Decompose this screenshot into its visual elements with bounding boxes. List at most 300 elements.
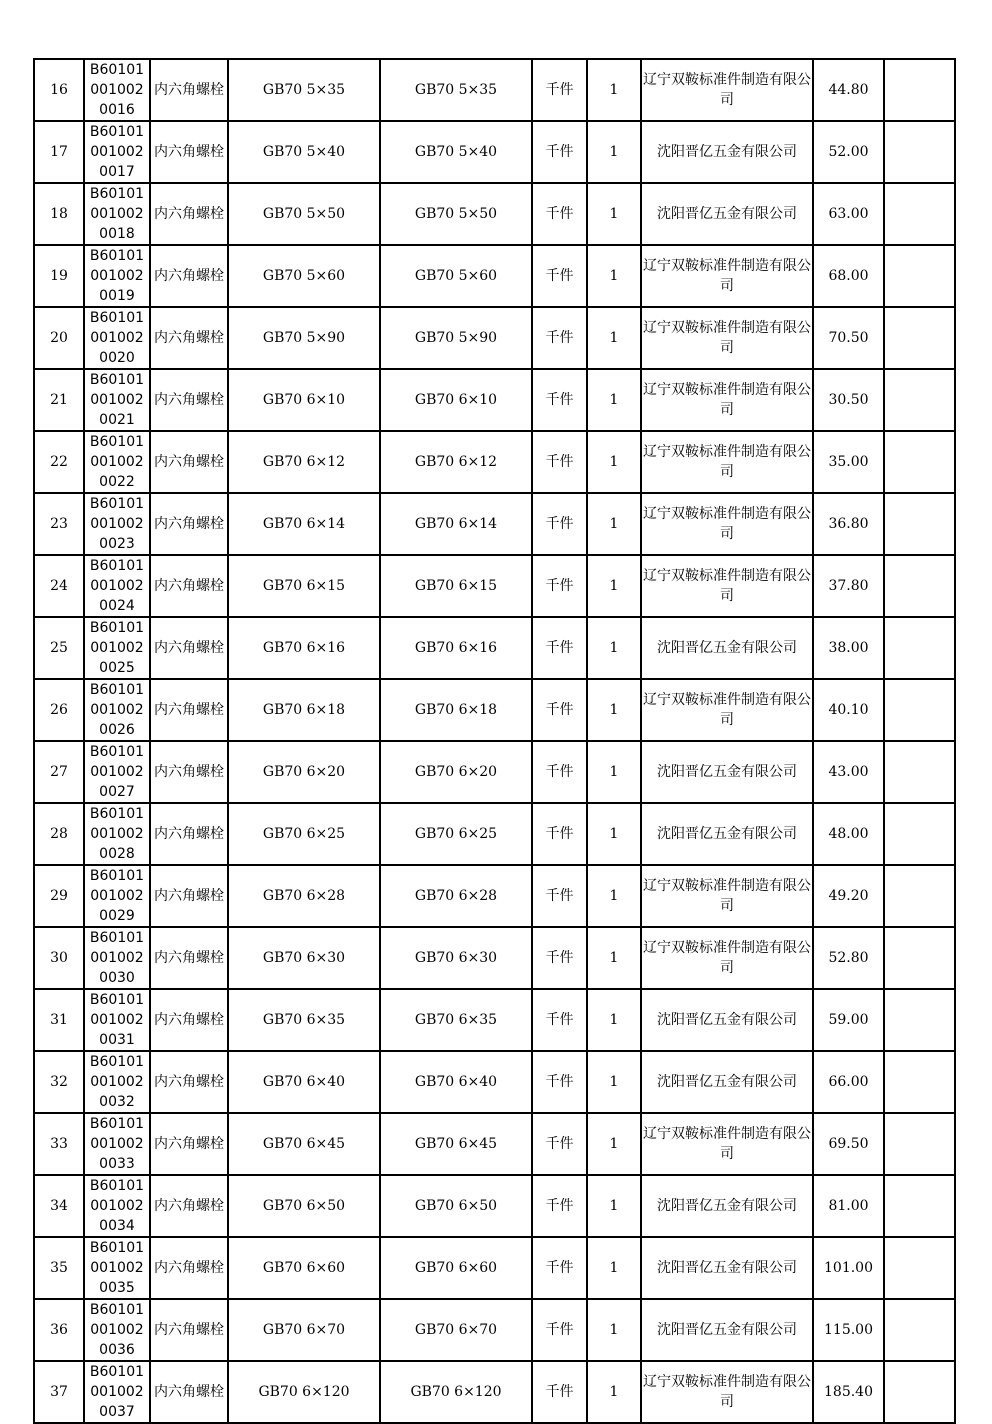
model: GB70 5×50 — [414, 206, 498, 222]
model: GB70 6×25 — [414, 826, 498, 842]
model-cell — [380, 1113, 532, 1175]
supplier: 辽宁双鞍标准件制造有限公司 — [643, 878, 811, 914]
table-row — [34, 121, 955, 183]
row-number-cell — [34, 431, 84, 493]
unit: 千件 — [545, 950, 574, 966]
table-row — [34, 617, 955, 679]
table-row — [34, 927, 955, 989]
unit-price: 48.00 — [828, 826, 869, 842]
unit-price-cell — [813, 1051, 884, 1113]
item-name: 内六角螺栓 — [154, 1074, 224, 1090]
unit-cell — [532, 183, 587, 245]
material-code: B601010010020030 — [89, 930, 145, 986]
quantity-cell — [587, 493, 641, 555]
material-code-cell — [84, 927, 150, 989]
model: GB70 5×60 — [414, 268, 498, 284]
specification-cell — [228, 431, 380, 493]
model-cell — [380, 59, 532, 121]
model: GB70 6×50 — [414, 1198, 498, 1214]
table-row — [34, 1051, 955, 1113]
specification: GB70 6×30 — [262, 950, 346, 966]
quantity-cell — [587, 1299, 641, 1361]
material-code-cell — [84, 1361, 150, 1423]
unit-price: 38.00 — [828, 640, 869, 656]
table-row — [34, 679, 955, 741]
supplier-cell — [641, 803, 813, 865]
quantity-cell — [587, 679, 641, 741]
row-number: 23 — [50, 516, 68, 532]
table-row — [34, 307, 955, 369]
unit-price-cell — [813, 121, 884, 183]
remark-cell — [884, 617, 955, 679]
unit-cell — [532, 121, 587, 183]
supplier-cell — [641, 617, 813, 679]
quantity-cell — [587, 555, 641, 617]
unit: 千件 — [545, 888, 574, 904]
unit-price-cell — [813, 989, 884, 1051]
item-name: 内六角螺栓 — [154, 1322, 224, 1338]
item-name-cell — [150, 431, 228, 493]
supplier: 沈阳晋亿五金有限公司 — [657, 826, 797, 842]
model-cell — [380, 1237, 532, 1299]
unit-price-cell — [813, 245, 884, 307]
unit-price: 101.00 — [824, 1260, 873, 1276]
quantity-cell — [587, 1361, 641, 1423]
material-code-cell — [84, 59, 150, 121]
row-number-cell — [34, 183, 84, 245]
material-code: B601010010020029 — [89, 868, 145, 924]
row-number: 18 — [50, 206, 68, 222]
row-number: 32 — [50, 1074, 68, 1090]
supplier: 辽宁双鞍标准件制造有限公司 — [643, 568, 811, 604]
remark-cell — [884, 927, 955, 989]
quantity-cell — [587, 1113, 641, 1175]
item-name-cell — [150, 803, 228, 865]
specification-cell — [228, 1113, 380, 1175]
specification: GB70 6×35 — [262, 1012, 346, 1028]
quantity: 1 — [609, 1074, 619, 1090]
supplier: 沈阳晋亿五金有限公司 — [657, 206, 797, 222]
quantity-cell — [587, 803, 641, 865]
quantity-cell — [587, 307, 641, 369]
row-number-cell — [34, 307, 84, 369]
material-code: B601010010020035 — [89, 1240, 145, 1296]
material-code-cell — [84, 1299, 150, 1361]
material-code: B601010010020026 — [89, 682, 145, 738]
quantity: 1 — [609, 702, 619, 718]
material-code-cell — [84, 679, 150, 741]
model-cell — [380, 617, 532, 679]
unit: 千件 — [545, 454, 574, 470]
quantity: 1 — [609, 1198, 619, 1214]
row-number: 34 — [50, 1198, 68, 1214]
specification-cell — [228, 741, 380, 803]
remark-cell — [884, 741, 955, 803]
remark-cell — [884, 1237, 955, 1299]
price-table — [33, 58, 956, 1424]
specification-cell — [228, 493, 380, 555]
quantity: 1 — [609, 578, 619, 594]
material-code: B601010010020034 — [89, 1178, 145, 1234]
item-name-cell — [150, 183, 228, 245]
row-number: 21 — [50, 392, 68, 408]
item-name-cell — [150, 555, 228, 617]
supplier-cell — [641, 555, 813, 617]
unit-price-cell — [813, 183, 884, 245]
supplier: 辽宁双鞍标准件制造有限公司 — [643, 320, 811, 356]
material-code-cell — [84, 183, 150, 245]
quantity: 1 — [609, 1384, 619, 1400]
row-number: 31 — [50, 1012, 68, 1028]
remark-cell — [884, 679, 955, 741]
remark-cell — [884, 431, 955, 493]
row-number-cell — [34, 369, 84, 431]
quantity: 1 — [609, 888, 619, 904]
quantity-cell — [587, 741, 641, 803]
specification: GB70 5×90 — [262, 330, 346, 346]
unit: 千件 — [545, 1260, 574, 1276]
model: GB70 6×12 — [414, 454, 498, 470]
specification: GB70 6×12 — [262, 454, 346, 470]
specification: GB70 6×70 — [262, 1322, 346, 1338]
item-name: 内六角螺栓 — [154, 950, 224, 966]
quantity-cell — [587, 369, 641, 431]
specification: GB70 6×20 — [262, 764, 346, 780]
supplier-cell — [641, 1237, 813, 1299]
row-number-cell — [34, 1299, 84, 1361]
model: GB70 6×70 — [414, 1322, 498, 1338]
unit-price: 35.00 — [828, 454, 869, 470]
supplier: 辽宁双鞍标准件制造有限公司 — [643, 1374, 811, 1410]
model-cell — [380, 245, 532, 307]
quantity: 1 — [609, 1136, 619, 1152]
row-number-cell — [34, 121, 84, 183]
model-cell — [380, 493, 532, 555]
unit-price: 185.40 — [824, 1384, 873, 1400]
supplier-cell — [641, 493, 813, 555]
quantity: 1 — [609, 950, 619, 966]
specification: GB70 6×25 — [262, 826, 346, 842]
row-number-cell — [34, 1361, 84, 1423]
row-number: 28 — [50, 826, 68, 842]
unit-cell — [532, 741, 587, 803]
unit: 千件 — [545, 826, 574, 842]
unit-price-cell — [813, 803, 884, 865]
material-code: B601010010020017 — [89, 124, 145, 180]
supplier-cell — [641, 927, 813, 989]
unit-cell — [532, 803, 587, 865]
supplier-cell — [641, 1361, 813, 1423]
item-name: 内六角螺栓 — [154, 640, 224, 656]
specification-cell — [228, 1361, 380, 1423]
supplier-cell — [641, 1051, 813, 1113]
unit: 千件 — [545, 764, 574, 780]
unit-price: 44.80 — [828, 82, 869, 98]
item-name: 内六角螺栓 — [154, 144, 224, 160]
supplier: 沈阳晋亿五金有限公司 — [657, 1198, 797, 1214]
item-name-cell — [150, 741, 228, 803]
material-code-cell — [84, 865, 150, 927]
material-code: B601010010020033 — [89, 1116, 145, 1172]
table-row — [34, 369, 955, 431]
unit-price-cell — [813, 1237, 884, 1299]
quantity: 1 — [609, 764, 619, 780]
price-sheet — [33, 58, 956, 1424]
item-name-cell — [150, 493, 228, 555]
remark-cell — [884, 1175, 955, 1237]
row-number: 26 — [50, 702, 68, 718]
model-cell — [380, 989, 532, 1051]
unit: 千件 — [545, 268, 574, 284]
table-row — [34, 183, 955, 245]
unit-price: 68.00 — [828, 268, 869, 284]
model-cell — [380, 1361, 532, 1423]
unit-price-cell — [813, 1175, 884, 1237]
item-name: 内六角螺栓 — [154, 1198, 224, 1214]
item-name-cell — [150, 1237, 228, 1299]
material-code-cell — [84, 307, 150, 369]
model: GB70 6×18 — [414, 702, 498, 718]
unit-cell — [532, 555, 587, 617]
row-number-cell — [34, 1175, 84, 1237]
model-cell — [380, 1175, 532, 1237]
item-name: 内六角螺栓 — [154, 454, 224, 470]
quantity: 1 — [609, 206, 619, 222]
supplier: 沈阳晋亿五金有限公司 — [657, 640, 797, 656]
specification-cell — [228, 803, 380, 865]
material-code: B601010010020027 — [89, 744, 145, 800]
table-row — [34, 1175, 955, 1237]
model: GB70 6×15 — [414, 578, 498, 594]
model: GB70 6×14 — [414, 516, 498, 532]
material-code: B601010010020031 — [89, 992, 145, 1048]
table-row — [34, 1237, 955, 1299]
unit-cell — [532, 493, 587, 555]
specification-cell — [228, 121, 380, 183]
row-number-cell — [34, 989, 84, 1051]
material-code-cell — [84, 121, 150, 183]
quantity: 1 — [609, 82, 619, 98]
material-code-cell — [84, 1051, 150, 1113]
quantity: 1 — [609, 1260, 619, 1276]
specification-cell — [228, 59, 380, 121]
quantity: 1 — [609, 392, 619, 408]
material-code: B601010010020020 — [89, 310, 145, 366]
unit-price: 69.50 — [828, 1136, 869, 1152]
specification: GB70 5×40 — [262, 144, 346, 160]
specification-cell — [228, 1175, 380, 1237]
unit: 千件 — [545, 392, 574, 408]
row-number-cell — [34, 493, 84, 555]
unit-price: 66.00 — [828, 1074, 869, 1090]
supplier: 辽宁双鞍标准件制造有限公司 — [643, 382, 811, 418]
unit-cell — [532, 1299, 587, 1361]
supplier: 辽宁双鞍标准件制造有限公司 — [643, 506, 811, 542]
unit-price-cell — [813, 865, 884, 927]
remark-cell — [884, 865, 955, 927]
model-cell — [380, 741, 532, 803]
unit: 千件 — [545, 82, 574, 98]
unit: 千件 — [545, 330, 574, 346]
model-cell — [380, 555, 532, 617]
unit: 千件 — [545, 516, 574, 532]
model: GB70 5×40 — [414, 144, 498, 160]
item-name-cell — [150, 369, 228, 431]
item-name-cell — [150, 245, 228, 307]
remark-cell — [884, 245, 955, 307]
supplier-cell — [641, 183, 813, 245]
unit: 千件 — [545, 1012, 574, 1028]
model-cell — [380, 121, 532, 183]
row-number-cell — [34, 617, 84, 679]
material-code-cell — [84, 617, 150, 679]
row-number: 36 — [50, 1322, 68, 1338]
supplier: 辽宁双鞍标准件制造有限公司 — [643, 1126, 811, 1162]
model-cell — [380, 927, 532, 989]
supplier-cell — [641, 989, 813, 1051]
quantity: 1 — [609, 268, 619, 284]
quantity: 1 — [609, 144, 619, 160]
quantity-cell — [587, 121, 641, 183]
quantity-cell — [587, 59, 641, 121]
specification: GB70 6×15 — [262, 578, 346, 594]
unit-price-cell — [813, 1361, 884, 1423]
item-name: 内六角螺栓 — [154, 888, 224, 904]
supplier-cell — [641, 741, 813, 803]
model: GB70 6×60 — [414, 1260, 498, 1276]
row-number-cell — [34, 803, 84, 865]
specification-cell — [228, 1299, 380, 1361]
row-number: 17 — [50, 144, 68, 160]
item-name: 内六角螺栓 — [154, 82, 224, 98]
row-number-cell — [34, 245, 84, 307]
material-code-cell — [84, 1175, 150, 1237]
remark-cell — [884, 1051, 955, 1113]
row-number: 24 — [50, 578, 68, 594]
material-code-cell — [84, 1237, 150, 1299]
unit-cell — [532, 431, 587, 493]
model-cell — [380, 431, 532, 493]
material-code: B601010010020016 — [89, 62, 145, 118]
unit-price: 36.80 — [828, 516, 869, 532]
supplier-cell — [641, 865, 813, 927]
material-code: B601010010020024 — [89, 558, 145, 614]
supplier-cell — [641, 1113, 813, 1175]
material-code: B601010010020023 — [89, 496, 145, 552]
item-name-cell — [150, 1361, 228, 1423]
model-cell — [380, 1299, 532, 1361]
table-row — [34, 989, 955, 1051]
unit-cell — [532, 679, 587, 741]
row-number: 22 — [50, 454, 68, 470]
supplier: 沈阳晋亿五金有限公司 — [657, 1074, 797, 1090]
specification-cell — [228, 369, 380, 431]
supplier: 辽宁双鞍标准件制造有限公司 — [643, 692, 811, 728]
unit-price: 59.00 — [828, 1012, 869, 1028]
specification: GB70 6×60 — [262, 1260, 346, 1276]
specification-cell — [228, 865, 380, 927]
row-number: 29 — [50, 888, 68, 904]
quantity-cell — [587, 183, 641, 245]
quantity: 1 — [609, 1012, 619, 1028]
unit-cell — [532, 1175, 587, 1237]
item-name: 内六角螺栓 — [154, 330, 224, 346]
unit-cell — [532, 1113, 587, 1175]
row-number-cell — [34, 1237, 84, 1299]
material-code: B601010010020022 — [89, 434, 145, 490]
unit-price-cell — [813, 307, 884, 369]
item-name: 内六角螺栓 — [154, 1012, 224, 1028]
model: GB70 5×35 — [414, 82, 498, 98]
remark-cell — [884, 369, 955, 431]
quantity-cell — [587, 1175, 641, 1237]
item-name-cell — [150, 1113, 228, 1175]
quantity-cell — [587, 989, 641, 1051]
quantity-cell — [587, 865, 641, 927]
unit-price-cell — [813, 431, 884, 493]
remark-cell — [884, 307, 955, 369]
material-code: B601010010020037 — [89, 1364, 145, 1420]
material-code: B601010010020028 — [89, 806, 145, 862]
unit: 千件 — [545, 206, 574, 222]
item-name-cell — [150, 121, 228, 183]
row-number: 37 — [50, 1384, 68, 1400]
unit-cell — [532, 1237, 587, 1299]
quantity-cell — [587, 1237, 641, 1299]
remark-cell — [884, 59, 955, 121]
row-number: 35 — [50, 1260, 68, 1276]
unit-price-cell — [813, 741, 884, 803]
table-row — [34, 1361, 955, 1423]
supplier: 辽宁双鞍标准件制造有限公司 — [643, 444, 811, 480]
model: GB70 6×28 — [414, 888, 498, 904]
unit: 千件 — [545, 144, 574, 160]
supplier: 辽宁双鞍标准件制造有限公司 — [643, 940, 811, 976]
specification-cell — [228, 679, 380, 741]
model: GB70 5×90 — [414, 330, 498, 346]
unit-price: 70.50 — [828, 330, 869, 346]
quantity: 1 — [609, 454, 619, 470]
specification-cell — [228, 307, 380, 369]
supplier: 沈阳晋亿五金有限公司 — [657, 764, 797, 780]
table-body — [34, 59, 955, 1423]
specification: GB70 6×18 — [262, 702, 346, 718]
unit-price-cell — [813, 1113, 884, 1175]
model: GB70 6×30 — [414, 950, 498, 966]
table-row — [34, 59, 955, 121]
unit-cell — [532, 369, 587, 431]
specification-cell — [228, 989, 380, 1051]
unit: 千件 — [545, 1384, 574, 1400]
item-name: 内六角螺栓 — [154, 516, 224, 532]
material-code-cell — [84, 989, 150, 1051]
supplier: 辽宁双鞍标准件制造有限公司 — [643, 72, 811, 108]
item-name-cell — [150, 865, 228, 927]
specification: GB70 6×14 — [262, 516, 346, 532]
material-code: B601010010020018 — [89, 186, 145, 242]
item-name: 内六角螺栓 — [154, 578, 224, 594]
remark-cell — [884, 1113, 955, 1175]
supplier-cell — [641, 307, 813, 369]
material-code-cell — [84, 803, 150, 865]
table-row — [34, 741, 955, 803]
item-name: 内六角螺栓 — [154, 702, 224, 718]
item-name: 内六角螺栓 — [154, 1136, 224, 1152]
unit-price-cell — [813, 493, 884, 555]
model: GB70 6×40 — [414, 1074, 498, 1090]
item-name-cell — [150, 1175, 228, 1237]
supplier-cell — [641, 245, 813, 307]
